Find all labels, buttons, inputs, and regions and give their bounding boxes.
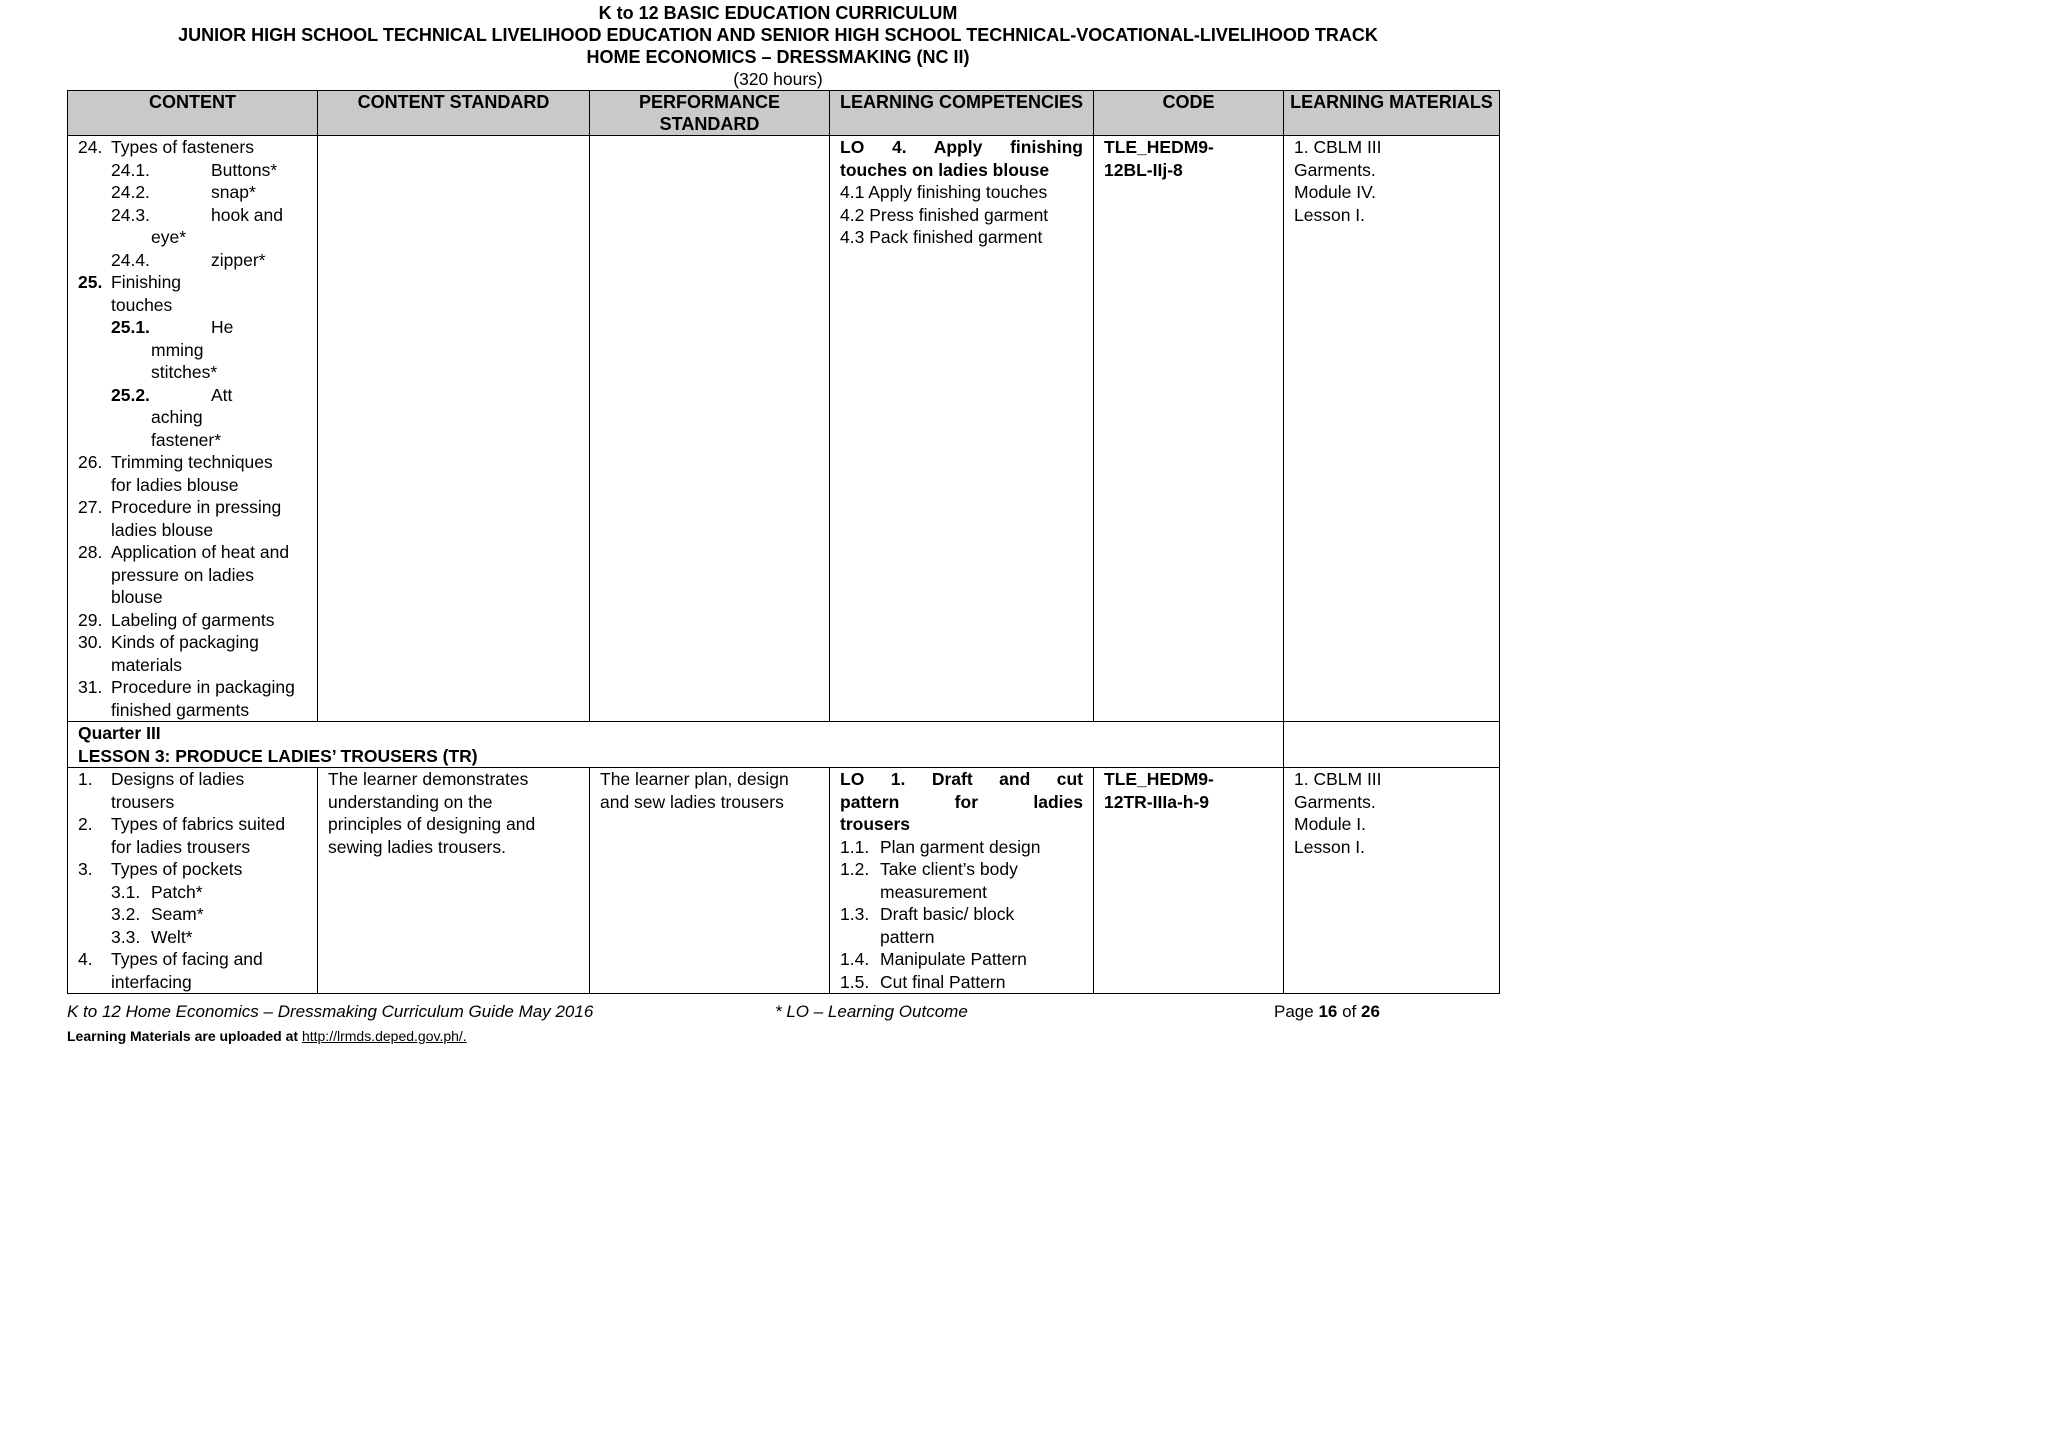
competency-text: Cut final Pattern: [880, 971, 1006, 992]
standard-line: sewing ladies trousers.: [328, 836, 506, 857]
page-of: of: [1342, 1002, 1357, 1021]
competency-item: 4.3 Pack finished garment: [840, 227, 1043, 247]
standard-line: and sew ladies trousers: [600, 791, 784, 812]
competency-item: 4.1 Apply finishing touches: [840, 182, 1048, 202]
list-item: [78, 676, 307, 699]
competency-text: Take client’s body: [880, 859, 1018, 879]
page-number: [1274, 1002, 1380, 1022]
item-number: 2.: [78, 814, 93, 834]
competency-text-continued: pattern: [880, 926, 935, 947]
item-text-continued: trousers: [111, 791, 175, 812]
item-number: 26.: [78, 452, 103, 472]
competency-code: TLE_HEDM9-: [1104, 137, 1214, 157]
list-item: [78, 881, 307, 904]
competency-code: 12TR-IIIa-h-9: [1104, 791, 1210, 812]
item-number: 25.: [78, 272, 103, 292]
table-header-row: [68, 91, 1500, 136]
item-text: He: [211, 317, 234, 337]
standard-line: The learner plan, design: [600, 769, 789, 789]
competency-number: 1.1.: [840, 836, 870, 857]
item-text-continued: finished garments: [111, 699, 250, 720]
item-text: Kinds of packaging: [111, 632, 259, 652]
content-cell: [68, 136, 318, 722]
page-prefix: Page: [1274, 1002, 1314, 1021]
list-item: [78, 541, 307, 564]
item-text: Patch*: [151, 881, 203, 902]
item-text-continued: pressure on ladies: [111, 564, 254, 585]
item-text: Types of fabrics suited: [111, 814, 286, 834]
material-line: Module IV.: [1294, 182, 1377, 202]
list-item: [78, 249, 307, 272]
learning-materials-cell: [1284, 768, 1500, 994]
competency-code: 12BL-IIj-8: [1104, 159, 1183, 180]
competency-item: [840, 948, 1083, 971]
material-line: Lesson I.: [1294, 836, 1366, 857]
code-cell: [1094, 136, 1284, 722]
list-item: [78, 181, 307, 204]
page-current: 16: [1318, 1002, 1338, 1021]
lesson-heading-row: [68, 722, 1500, 768]
item-text-continued: interfacing: [111, 971, 192, 992]
list-item: [78, 316, 307, 339]
competency-item: [840, 836, 1083, 859]
item-number: 30.: [78, 632, 103, 652]
item-text: Seam*: [151, 904, 204, 924]
upload-note-text: Learning Materials are uploaded at: [67, 1028, 299, 1044]
list-item: [78, 136, 307, 159]
item-text: Trimming techniques: [111, 452, 273, 472]
item-text: Labeling of garments: [111, 609, 275, 630]
learning-outcome-heading: LO 4. Apply finishing: [840, 137, 1083, 157]
content-cell: [68, 768, 318, 994]
list-item: [78, 496, 307, 519]
list-item: [78, 926, 307, 949]
competency-item: 4.2 Press finished garment: [840, 204, 1049, 225]
item-number: 4.: [78, 949, 93, 969]
course-hours: (320 hours): [733, 69, 823, 89]
list-item: [78, 451, 307, 474]
course-title: HOME ECONOMICS – DRESSMAKING (NC II): [586, 47, 970, 67]
competency-item: [840, 903, 1083, 926]
learning-outcome-heading: pattern for ladies: [840, 791, 1083, 812]
list-item: [78, 271, 307, 294]
item-text-continued: ladies blouse: [111, 519, 214, 540]
competency-number: 1.2.: [840, 859, 870, 879]
doc-subtitle: JUNIOR HIGH SCHOOL TECHNICAL LIVELIHOOD EDUCATION AND SENIOR HIGH SCHOOL TECHNICAL-VOCATIONAL-LIVELIHOOD TRACK: [178, 25, 1378, 45]
table-row: [68, 136, 1500, 722]
list-item: [78, 948, 307, 971]
competency-text: Manipulate Pattern: [880, 949, 1027, 969]
item-number: 24.4.: [111, 249, 150, 270]
item-text: Procedure in packaging: [111, 677, 295, 697]
item-text: Types of pockets: [111, 859, 243, 879]
quarter-label: Quarter III: [78, 723, 161, 743]
content-standard-cell: [318, 768, 590, 994]
col-header-learning-competencies: LEARNING COMPETENCIES: [830, 91, 1094, 136]
material-line: Garments.: [1294, 159, 1376, 180]
col-header-learning-materials: LEARNING MATERIALS: [1284, 91, 1500, 136]
item-text: Designs of ladies: [111, 769, 245, 789]
item-text-continued: materials: [111, 654, 182, 675]
learning-materials-cell: [1284, 136, 1500, 722]
list-item: [78, 384, 307, 407]
item-text: Welt*: [151, 926, 193, 947]
standard-line: understanding on the: [328, 791, 493, 812]
item-number: 3.3.: [111, 926, 141, 947]
learning-competencies-cell: [830, 768, 1094, 994]
list-item: [78, 858, 307, 881]
item-number: 1.: [78, 769, 93, 789]
content-standard-cell: [318, 136, 590, 722]
list-item: [78, 631, 307, 654]
material-line: Garments.: [1294, 791, 1376, 812]
item-number: 24.2.: [111, 182, 150, 202]
item-text-continued: blouse: [111, 587, 163, 607]
item-number: 3.1.: [111, 881, 141, 902]
competency-text-continued: measurement: [880, 881, 987, 902]
item-number: 31.: [78, 677, 103, 697]
col-header-content: CONTENT: [68, 91, 318, 136]
competency-text: Draft basic/ block: [880, 904, 1015, 924]
footer-upload-note: [67, 1026, 467, 1046]
item-text-continued: mming: [151, 339, 204, 360]
list-item: [78, 768, 307, 791]
list-item: [78, 813, 307, 836]
standard-line: The learner demonstrates: [328, 769, 529, 789]
standard-line: principles of designing and: [328, 814, 536, 834]
item-text: Types of fasteners: [111, 137, 254, 157]
item-number: 25.2.: [111, 384, 150, 405]
competency-code: TLE_HEDM9-: [1104, 769, 1214, 789]
item-text: zipper*: [211, 249, 266, 270]
competency-number: 1.5.: [840, 971, 870, 992]
list-item: [78, 609, 307, 632]
footer-guide: K to 12 Home Economics – Dressmaking Curriculum Guide May 2016: [67, 1002, 594, 1021]
item-text: Finishing: [111, 272, 182, 292]
item-number: 24.1.: [111, 159, 150, 180]
item-number: 3.: [78, 859, 93, 879]
table-row: [68, 768, 1500, 994]
page-total: 26: [1361, 1002, 1380, 1021]
item-text: snap*: [211, 182, 256, 202]
competency-item: [840, 971, 1083, 994]
item-text-continued: touches: [111, 294, 173, 315]
list-item: [78, 204, 307, 227]
footer-note: * LO – Learning Outcome: [775, 1002, 968, 1021]
item-number: 24.: [78, 137, 103, 157]
item-text: Procedure in pressing: [111, 497, 282, 517]
material-line: Module I.: [1294, 814, 1366, 834]
item-text: Att: [211, 384, 233, 405]
item-text-continued: eye*: [151, 227, 187, 247]
col-header-content-standard: CONTENT STANDARD: [318, 91, 590, 136]
item-text: Types of facing and: [111, 949, 263, 969]
material-line: Lesson I.: [1294, 204, 1366, 225]
item-text-continued: for ladies blouse: [111, 474, 239, 495]
item-text-continued: fastener*: [151, 429, 222, 450]
material-line: 1. CBLM III: [1294, 769, 1382, 789]
item-number: 29.: [78, 609, 103, 630]
item-number: 27.: [78, 497, 103, 517]
col-header-performance-standard: PERFORMANCE STANDARD: [590, 91, 830, 136]
list-item: [78, 159, 307, 182]
curriculum-table: [67, 90, 1500, 994]
competency-text: Plan garment design: [880, 836, 1041, 857]
col-header-code: CODE: [1094, 91, 1284, 136]
learning-outcome-heading: LO 1. Draft and cut: [840, 769, 1083, 789]
lesson-heading-cell: [68, 722, 1284, 768]
item-number: 3.2.: [111, 904, 141, 924]
item-number: 25.1.: [111, 317, 150, 337]
item-text: Buttons*: [211, 159, 278, 180]
competency-number: 1.4.: [840, 949, 870, 969]
performance-standard-cell: [590, 768, 830, 994]
material-line: 1. CBLM III: [1294, 137, 1382, 157]
learning-outcome-heading: touches on ladies blouse: [840, 159, 1050, 180]
learning-outcome-heading: trousers: [840, 814, 911, 834]
competency-item: [840, 858, 1083, 881]
lrmds-link[interactable]: http://lrmds.deped.gov.ph/.: [301, 1028, 467, 1044]
lesson-heading-empty-cell: [1284, 722, 1500, 768]
item-text: hook and: [211, 204, 284, 225]
item-number: 28.: [78, 542, 103, 562]
item-text-continued: aching: [151, 407, 203, 427]
code-cell: [1094, 768, 1284, 994]
learning-competencies-cell: [830, 136, 1094, 722]
item-text-continued: stitches*: [151, 362, 218, 382]
item-number: 24.3.: [111, 204, 150, 225]
lesson-title: LESSON 3: PRODUCE LADIES’ TROUSERS (TR): [78, 745, 478, 766]
performance-standard-cell: [590, 136, 830, 722]
item-text-continued: for ladies trousers: [111, 836, 251, 857]
doc-title: K to 12 BASIC EDUCATION CURRICULUM: [598, 3, 958, 23]
item-text: Application of heat and: [111, 542, 290, 562]
list-item: [78, 903, 307, 926]
competency-number: 1.3.: [840, 904, 870, 924]
